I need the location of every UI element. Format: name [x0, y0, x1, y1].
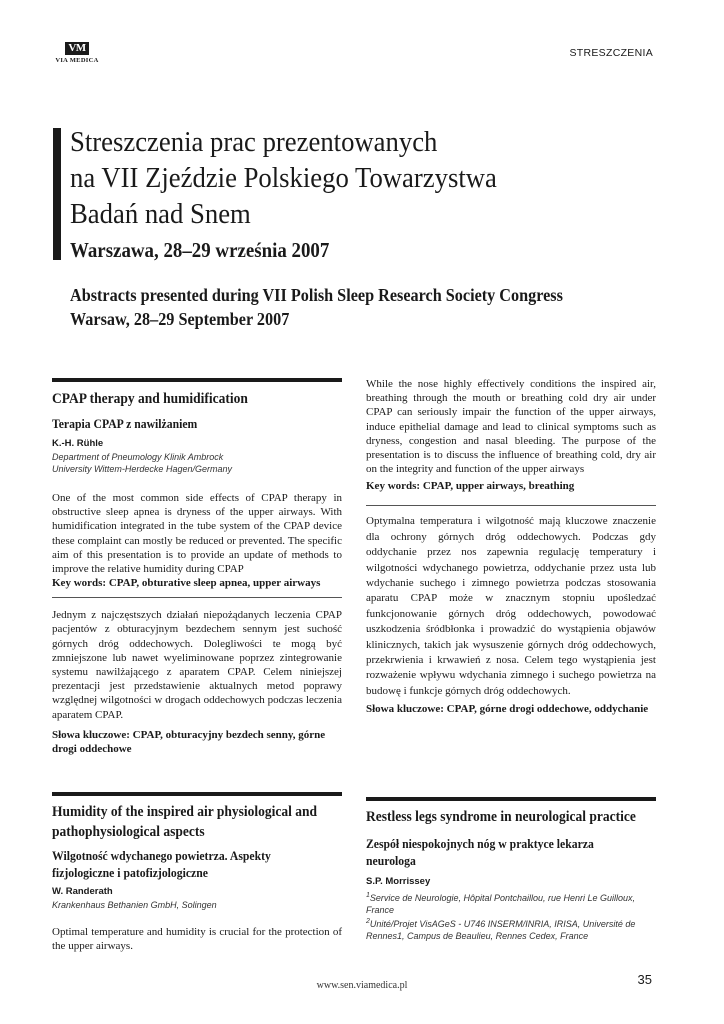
article-top-rule	[366, 797, 656, 801]
article-title-en: Humidity of the inspired air physiological and pathophysiological aspects	[52, 804, 318, 840]
divider	[366, 505, 656, 506]
article-top-rule	[52, 792, 342, 796]
publisher-logo	[52, 42, 102, 64]
page-subtitle: Warszawa, 28–29 września 2007	[70, 238, 330, 262]
article-title-pl: Terapia CPAP z nawilżaniem	[52, 416, 198, 431]
keywords-en: Key words: CPAP, obturative sleep apnea, upper airways	[52, 577, 321, 590]
article-restless-legs	[366, 797, 656, 942]
article-humidity-inspired-air	[52, 792, 342, 953]
article-affiliation: Krankenhaus Bethanien GmbH, Solingen	[52, 900, 217, 910]
article-humidity-continued	[366, 377, 656, 716]
keywords-pl: Słowa kluczowe: CPAP, obturacyjny bezdech senny, górne drogi oddechowe	[52, 728, 326, 755]
footer-url[interactable]: www.sen.viamedica.pl	[316, 980, 408, 991]
abstract-pl: Jednym z najczęstszych działań niepożądanych leczenia CPAP pacjentów z obturacyjnym bezdechem sennym jest suchość górnych dróg oddechowych. Dolegliwości te mogą być zmniejszone lub nawet wyeliminowane poprzez zintegrowanie systemu nawilżającego z aparatem CPAP. Celem niniejszej prezentacji jest przedstawienie aktualnych metod poprawy względnej wilgotności w drogach oddechowych podczas leczenia aparatem CPAP.	[52, 609, 342, 721]
keywords-pl: Słowa kluczowe: CPAP, górne drogi oddechowe, oddychanie	[366, 703, 649, 716]
logo-text: VIA MEDICA	[55, 57, 99, 64]
article-top-rule	[52, 378, 342, 382]
title-line-1: Streszczenia prac prezentowanych	[70, 126, 438, 158]
divider	[52, 597, 342, 598]
english-title	[70, 283, 628, 331]
article-title-pl: Zespół niespokojnych nóg w praktyce lekarza neurologa	[366, 836, 594, 868]
affiliation-line-2: University Wittem-Herdecke Hagen/Germany	[52, 463, 232, 474]
article-cpap-humidification	[52, 378, 342, 756]
article-affiliation	[366, 890, 656, 942]
abstract-en-start: Optimal temperature and humidity is crucial for the protection of the upper airways.	[52, 925, 342, 952]
logo-mark: VM	[65, 42, 89, 55]
abstract-en-continued: While the nose highly effectively conditions the inspired air, breathing through the mouth or breathing cold dry air under CPAP can seriously impair the function of the upper airways, induce epithelial damage and lead to clinical symptoms such as dryness, congestion and nasal bleeding. The purpose of the presentation is to discuss the influence of breathing cold, dry air on the integrity and function of the upper airways	[366, 378, 656, 476]
title-accent-bar	[53, 128, 61, 260]
article-author: K.-H. Rühle	[52, 438, 104, 449]
affiliation-2-text: Unité/Projet VisAGeS - U746 INSERM/INRIA, IRISA, Université de Rennes1, Campus de Beaulieu, Rennes Cedex, France	[366, 919, 636, 941]
article-title-en: Restless legs syndrome in neurological practice	[366, 809, 636, 825]
page-number: 35	[637, 972, 652, 987]
affiliation-line-1: Department of Pneumology Klinik Ambrock	[52, 452, 224, 462]
page-title	[70, 124, 622, 232]
affiliation-2-marker: 2	[366, 918, 370, 925]
keywords-en: Key words: CPAP, upper airways, breathing	[366, 480, 575, 493]
article-affiliation	[52, 452, 342, 475]
article-title-pl: Wilgotność wdychanego powietrza. Aspekty fizjologiczne i patofizjologiczne	[52, 848, 271, 880]
english-title-line-2: Warsaw, 28–29 September 2007	[70, 309, 290, 329]
abstract-en: One of the most common side effects of CPAP therapy in obstructive sleep apnea is dryness of the upper airways. With humidification integrated in the tube system of the CPAP device these complaint can mostly be reduced or prevented. The specific aim of this presentation is to provide an update of methods to improve the relative humidity during CPAP	[52, 492, 342, 576]
affiliation-1-text: Service de Neurologie, Hôpital Pontchaillou, rue Henri Le Guilloux, France	[366, 893, 636, 915]
affiliation-1-marker: 1	[366, 892, 370, 899]
section-label: STRESZCZENIA	[569, 47, 653, 59]
title-line-3: Badań nad Snem	[70, 198, 251, 230]
affiliation-1	[366, 890, 656, 916]
english-title-line-1: Abstracts presented during VII Polish Sleep Research Society Congress	[70, 285, 563, 305]
affiliation-2	[366, 916, 656, 942]
abstract-pl: Optymalna temperatura i wilgotność mają kluczowe znaczenie dla ochrony górnych dróg oddechowych. Podczas gdy oddychanie przez nos zapewnia regulację temperatury i wilgotności wdychanego powietrza, oddychanie przez usta lub wdychanie suchego i zimnego powietrza podczas stosowania aparatu CPAP może w znacznym stopniu upośledzać funkcjonowanie górnych dróg oddechowych, powodować uszkodzenia śródbłonka i prowadzić do wystąpienia objawów klinicznych, takich jak wysuszenie górnych dróg oddechowych, przekrwienia i krwawień z nosa. Celem tego wystąpienia jest rozważenie wpływu wdychania zimnego i suchego powietrza na budowę i funkcje górnych dróg oddechowych.	[366, 515, 656, 697]
title-line-2: na VII Zjeździe Polskiego Towarzystwa	[70, 162, 497, 194]
article-title-en: CPAP therapy and humidification	[52, 391, 248, 407]
article-author: W. Randerath	[52, 886, 113, 897]
article-author: S.P. Morrissey	[366, 876, 431, 887]
